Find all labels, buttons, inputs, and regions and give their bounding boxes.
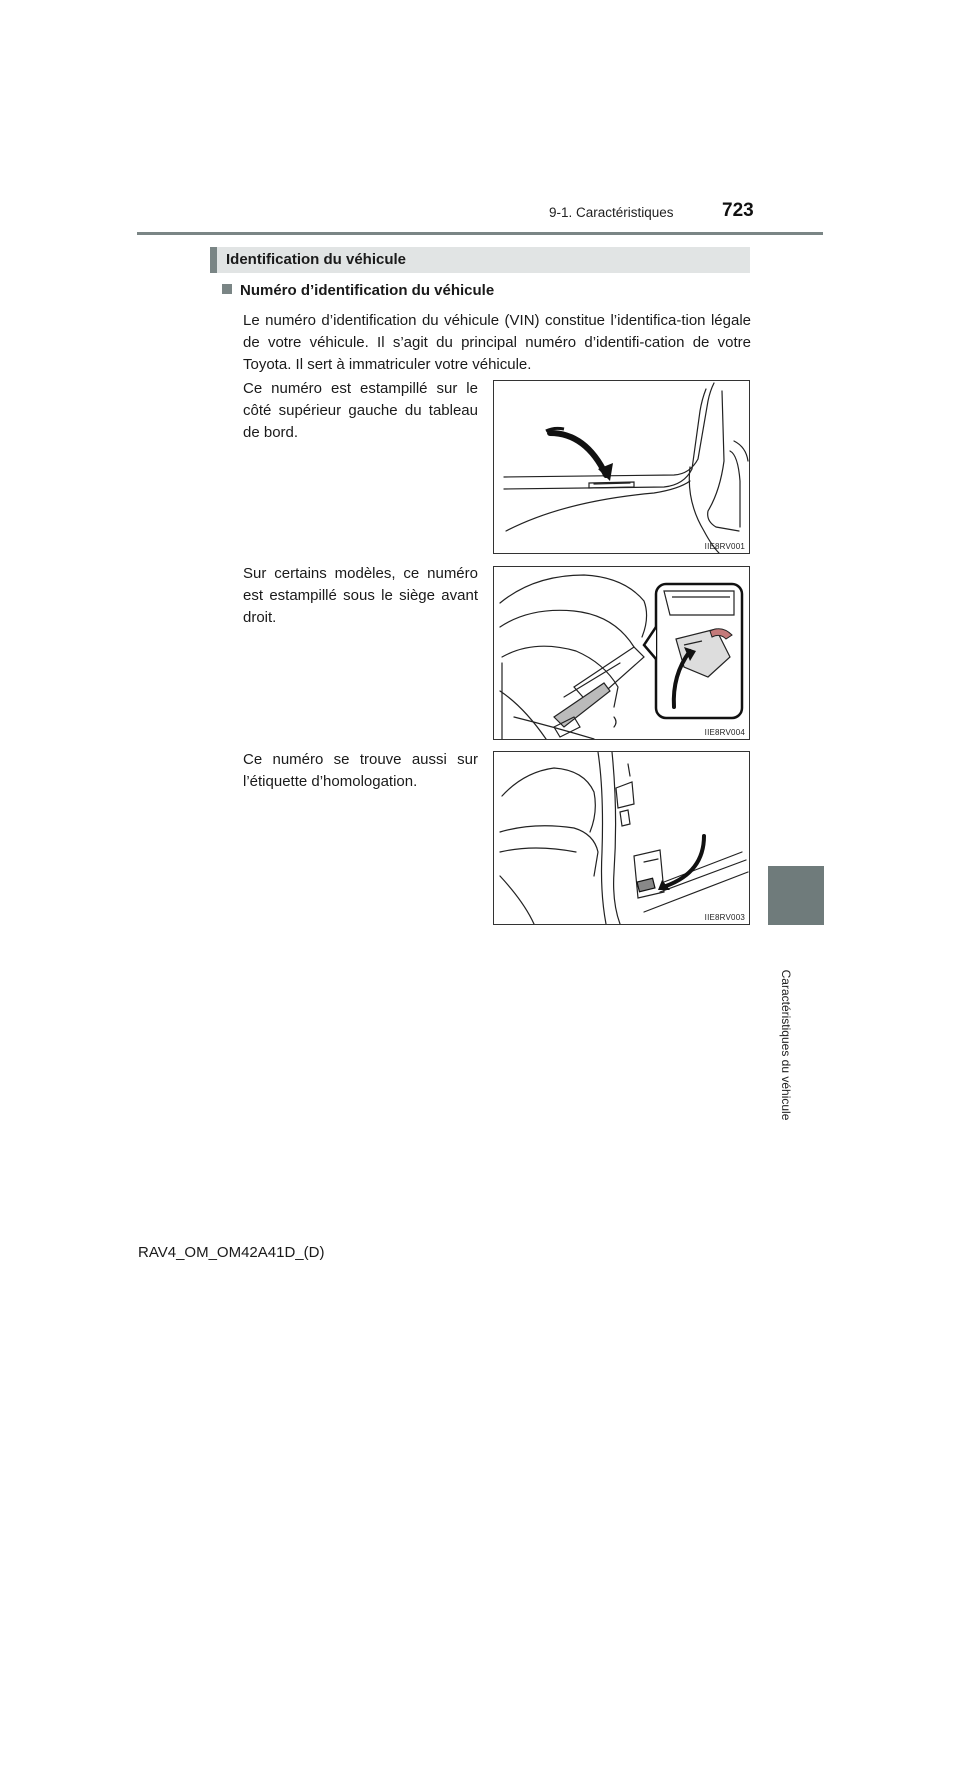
chapter-side-label-text: Caractéristiques du véhicule bbox=[779, 969, 793, 1121]
figure-certification-label bbox=[493, 751, 750, 925]
door-pillar-illustration bbox=[494, 752, 749, 924]
header-divider bbox=[137, 232, 823, 235]
figure-code: IIE8RV004 bbox=[704, 728, 745, 737]
section-title: Identification du véhicule bbox=[226, 251, 407, 268]
figure-code: IIE8RV001 bbox=[704, 542, 745, 551]
item-text-label: Ce numéro se trouve aussi sur l’étiquette d’homologation. bbox=[243, 751, 478, 790]
footer-document-id: RAV4_OM_OM42A41D_(D) bbox=[138, 1244, 325, 1261]
item-text-seat: Sur certains modèles, ce numéro est estampillé sous le siège avant droit. bbox=[243, 565, 478, 626]
subsection-title: Numéro d’identification du véhicule bbox=[240, 282, 495, 299]
page-number: 723 bbox=[722, 200, 754, 221]
seat-illustration bbox=[494, 567, 749, 739]
square-bullet-icon bbox=[222, 284, 232, 294]
chapter-tab-number: 9 bbox=[792, 1751, 800, 1765]
intro-paragraph: Le numéro d’identification du véhicule (VIN) constitue l’identifica-tion légale de votre véhicule. Il s’agit du principal numéro d’identifi-cation de votre Toyota. Il sert à immatriculer votre véhicule. bbox=[243, 312, 751, 373]
subsection-heading bbox=[222, 282, 494, 299]
section-heading-bar bbox=[210, 247, 750, 273]
figure-seat-vin bbox=[493, 566, 750, 740]
header-section-title: 9-1. Caractéristiques bbox=[549, 205, 674, 220]
figure-code: IIE8RV003 bbox=[704, 913, 745, 922]
figure-dashboard-vin bbox=[493, 380, 750, 554]
dashboard-illustration bbox=[494, 381, 749, 553]
item-text-dashboard: Ce numéro est estampillé sur le côté supérieur gauche du tableau de bord. bbox=[243, 380, 478, 441]
